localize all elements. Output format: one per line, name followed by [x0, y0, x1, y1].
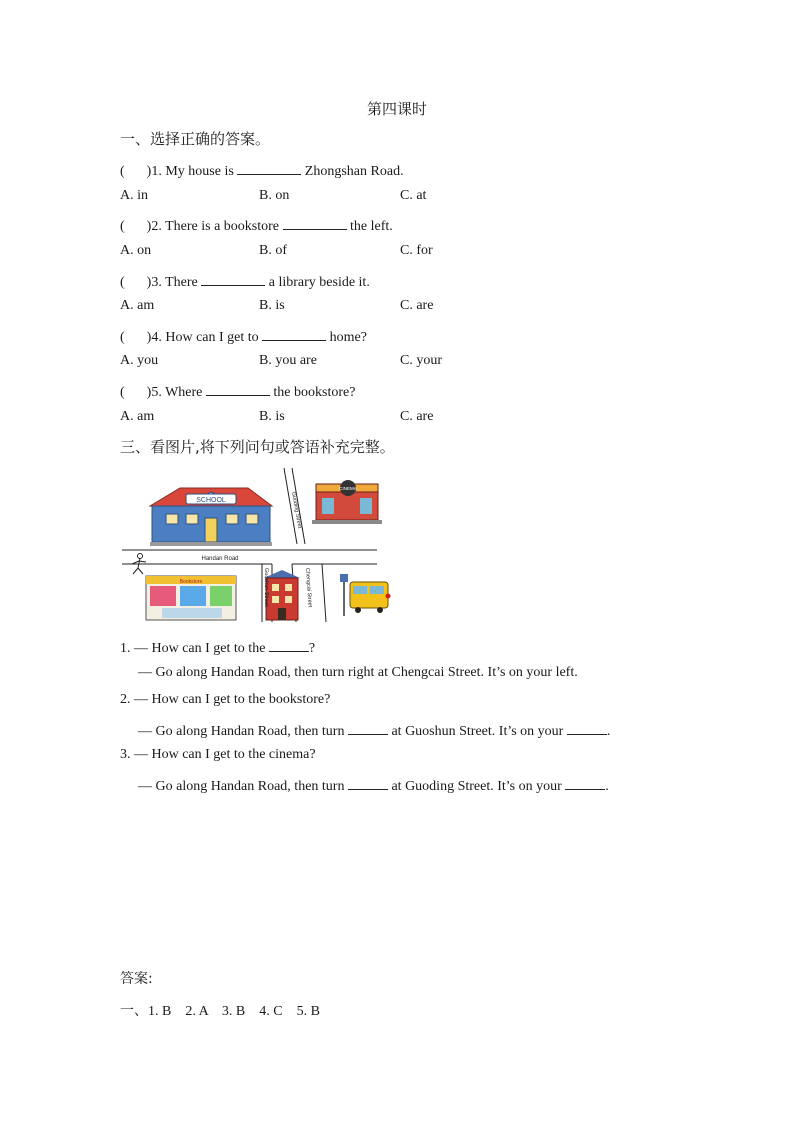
question-number: )2. [146, 219, 162, 234]
answer-text-mid: at Guoding Street. It’s on your [391, 779, 562, 794]
answers-line: 一、1. B 2. A 3. B 4. C 5. B [120, 1004, 320, 1019]
blank[interactable] [565, 775, 605, 790]
blank[interactable] [269, 637, 309, 652]
option-b[interactable]: B. of [259, 243, 287, 258]
question-text-end: Zhongshan Road. [304, 164, 404, 179]
question-text: There is a bookstore [165, 219, 280, 234]
answer-end: . [605, 779, 609, 794]
item-3-answer [138, 775, 609, 795]
question-text: Where [165, 385, 203, 400]
section3-heading: 三、看图片,将下列问句或答语补充完整。 [120, 438, 395, 456]
question-3 [120, 271, 370, 291]
question-text-end: a library beside it. [268, 275, 370, 290]
blank[interactable] [348, 775, 388, 790]
question-number: )3. [146, 275, 162, 290]
paren-open: ( [120, 330, 125, 345]
school-building [150, 488, 272, 546]
answer-text-mid: at Guoshun Street. It’s on your [391, 724, 564, 739]
item-2-answer [138, 720, 610, 740]
question-1 [120, 160, 404, 180]
blank[interactable] [206, 381, 270, 396]
page-title: 第四课时 [366, 100, 427, 118]
option-a[interactable]: A. am [120, 298, 155, 313]
option-a[interactable]: A. am [120, 409, 155, 424]
question-text-end: the left. [350, 219, 393, 234]
blank[interactable] [348, 720, 388, 735]
cinema-building [312, 480, 382, 524]
item-3-question: 3. — How can I get to the cinema? [120, 747, 316, 762]
item-2-question: 2. — How can I get to the bookstore? [120, 692, 331, 707]
option-c[interactable]: C. at [400, 188, 427, 203]
option-b[interactable]: B. you are [259, 353, 317, 368]
guoding-street-label: Guoding Street [290, 491, 303, 529]
answer-end: . [606, 724, 611, 739]
question-end: ? [308, 641, 316, 656]
question-text-end: the bookstore? [273, 385, 356, 400]
blank[interactable] [237, 160, 301, 175]
paren-open: ( [120, 385, 125, 400]
bookstore-sign: Bookstore [179, 579, 203, 585]
option-b[interactable]: B. is [259, 298, 285, 313]
option-c[interactable]: C. your [400, 353, 442, 368]
section1-heading: 一、选择正确的答案。 [120, 130, 271, 148]
option-c[interactable]: C. are [400, 409, 434, 424]
question-4 [120, 326, 367, 346]
chengcai-street-label: Chengcai Street [304, 567, 313, 608]
bus-stop [340, 574, 391, 616]
question-text-end: home? [329, 330, 367, 345]
option-a[interactable]: A. in [120, 188, 148, 203]
blank[interactable] [567, 720, 607, 735]
paren-open: ( [120, 164, 125, 179]
answer-text: — Go along Handan Road, then turn [138, 779, 345, 794]
blank[interactable] [262, 326, 326, 341]
paren-open: ( [120, 275, 125, 290]
item-1-answer: — Go along Handan Road, then turn right at Chengcai Street. It’s on your left. [138, 665, 578, 680]
option-b[interactable]: B. is [259, 409, 285, 424]
question-text: My house is [165, 164, 234, 179]
blank[interactable] [201, 271, 265, 286]
question-5 [120, 381, 355, 401]
option-c[interactable]: C. for [400, 243, 433, 258]
street-map [122, 466, 392, 624]
answers-label: 答案: [120, 971, 153, 987]
paren-open: ( [120, 219, 125, 234]
question-text: How can I get to [165, 330, 259, 345]
option-a[interactable]: A. on [120, 243, 152, 258]
option-c[interactable]: C. are [400, 298, 434, 313]
question-text: 1. — How can I get to the [120, 641, 266, 656]
question-number: )5. [146, 385, 162, 400]
blank[interactable] [283, 215, 347, 230]
handan-road-label: Handan Road [201, 556, 239, 562]
option-a[interactable]: A. you [120, 353, 159, 368]
guoshun-street-label: Guoshun Street [263, 568, 269, 607]
question-2 [120, 215, 393, 235]
bookstore-building [146, 576, 236, 620]
answer-text: — Go along Handan Road, then turn [138, 724, 345, 739]
school-sign: SCHOOL [196, 497, 226, 504]
item-1-question [120, 637, 315, 657]
question-number: )1. [146, 164, 162, 179]
question-text: There [165, 275, 198, 290]
option-b[interactable]: B. on [259, 188, 290, 203]
cinema-sign: CINEMA [339, 486, 357, 491]
question-number: )4. [146, 330, 162, 345]
